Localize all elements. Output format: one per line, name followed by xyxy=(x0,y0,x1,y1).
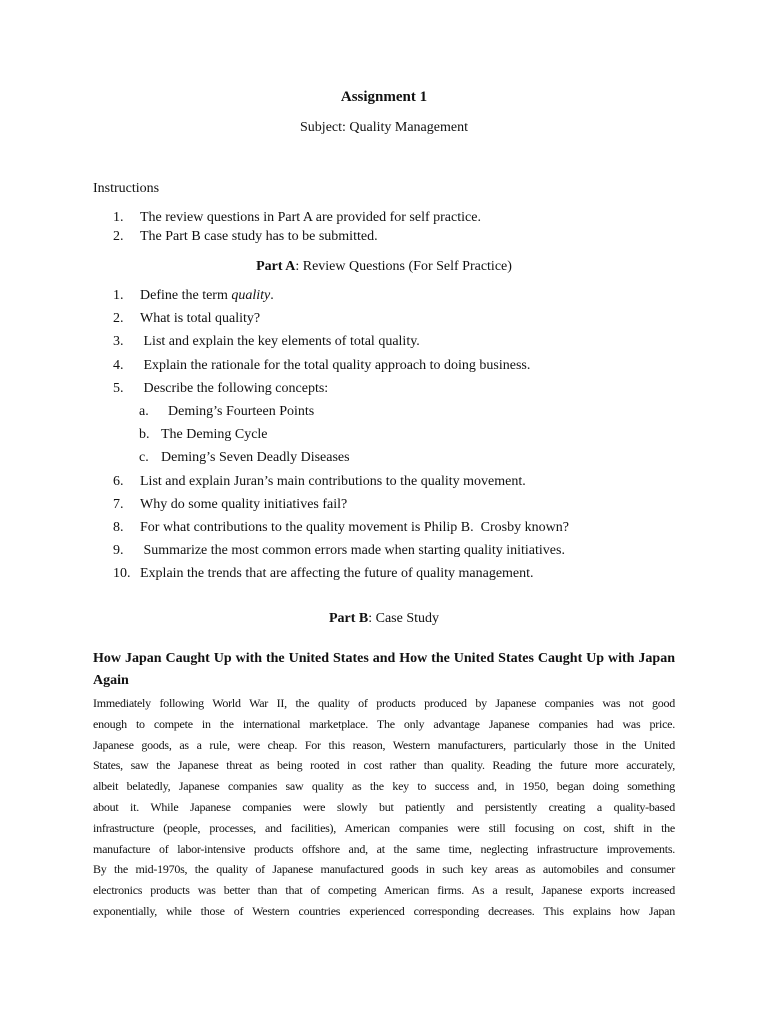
question-item xyxy=(113,564,569,587)
sub-item-text: The Deming Cycle xyxy=(161,427,268,443)
question-number: 2. xyxy=(113,311,124,327)
question-text: List and explain Juran’s main contributions to the quality movement. xyxy=(140,473,526,489)
body-line: By the mid-1970s, the quality of Japanese manufactured goods in such key areas as automobiles and consumer xyxy=(93,862,675,877)
question-text-suffix: . xyxy=(270,288,274,303)
question-text: Explain the trends that are affecting the future of quality management. xyxy=(140,566,534,582)
part-b-heading xyxy=(0,609,768,629)
review-questions-list xyxy=(113,286,569,587)
question-text: For what contributions to the quality movement is Philip B. Crosby known? xyxy=(140,519,569,535)
body-line: about it. While Japanese companies were slowly but patiently and persistently creating a quality-based xyxy=(93,799,675,814)
part-a-heading xyxy=(0,257,768,277)
part-a-subtitle: : Review Questions (For Self Practice) xyxy=(295,259,512,274)
question-text-prefix: Define the term xyxy=(140,288,232,303)
question-item xyxy=(113,495,569,518)
item-text: The review questions in Part A are provided for self practice. xyxy=(140,210,481,225)
item-number: 2. xyxy=(113,229,124,244)
case-study-title: How Japan Caught Up with the United States and How the United States Caught Up with Japan Again xyxy=(93,651,675,688)
question-number: 5. xyxy=(113,380,124,396)
body-line: infrastructure (people, processes, and facilities), American companies were still focusing on cost, shift in the xyxy=(93,820,675,835)
question-item xyxy=(113,541,569,564)
body-line: manufacture of labor-intensive products offshore and, at the same time, neglecting infrastructure improvements. xyxy=(93,841,675,856)
question-number: 4. xyxy=(113,357,124,373)
question-number: 10. xyxy=(113,566,131,582)
part-a-label: Part A xyxy=(256,259,296,274)
body-line: electronics products was better than that of competing American firms. As a result, Japanese exports increased xyxy=(93,883,675,898)
item-text: The Part B case study has to be submitted. xyxy=(140,229,378,244)
question-item xyxy=(113,309,569,332)
subject-line: Subject: Quality Management xyxy=(300,120,468,135)
sub-item xyxy=(113,402,569,425)
question-item xyxy=(113,379,569,402)
question-text: Describe the following concepts: xyxy=(140,380,329,396)
question-item xyxy=(113,356,569,379)
question-item xyxy=(113,332,569,355)
question-text: Summarize the most common errors made when starting quality initiatives. xyxy=(140,543,565,559)
body-line: Japanese goods, as a rule, were cheap. For this reason, Western manufacturers, particularly those in the United xyxy=(93,737,675,752)
question-item xyxy=(113,472,569,495)
question-text: List and explain the key elements of total quality. xyxy=(140,334,420,350)
body-line: Immediately following World War II, the quality of products produced by Japanese companies was not good xyxy=(93,696,675,710)
question-number: 8. xyxy=(113,519,124,535)
question-text: Why do some quality initiatives fail? xyxy=(140,496,348,512)
body-line: albeit belatedly, Japanese companies saw quality as the key to success and, in 1950, began doing something xyxy=(93,779,675,794)
question-item xyxy=(113,518,569,541)
question-number: 9. xyxy=(113,543,124,559)
sub-item-letter: b. xyxy=(139,427,150,443)
sub-item-text: Deming’s Seven Deadly Diseases xyxy=(161,450,350,466)
sub-item-letter: a. xyxy=(139,403,149,419)
sub-item xyxy=(113,448,569,471)
part-b-label: Part B xyxy=(328,611,369,626)
question-number: 6. xyxy=(113,473,124,489)
question-number: 7. xyxy=(113,496,124,512)
sub-item xyxy=(113,425,569,448)
case-study-body xyxy=(93,693,675,922)
sub-item-letter: c. xyxy=(139,450,149,466)
assignment-title: Assignment 1 xyxy=(340,89,428,105)
instructions-heading: Instructions xyxy=(93,181,160,196)
body-line: enough to compete in the international marketplace. The only advantage Japanese companies had was price. xyxy=(93,716,675,731)
list-item xyxy=(113,208,481,227)
item-number: 1. xyxy=(113,210,124,225)
question-text: Explain the rationale for the total quality approach to doing business. xyxy=(140,357,531,373)
body-line: States, saw the Japanese threat as being rooted in cost rather than quality. Reading the future more accurately, xyxy=(93,758,675,773)
question-item: 1. Define the term quality. xyxy=(113,288,274,303)
question-text: What is total quality? xyxy=(140,311,261,327)
list-item xyxy=(113,227,481,246)
sub-item-text: Deming’s Fourteen Points xyxy=(161,403,315,419)
part-b-subtitle: : Case Study xyxy=(368,611,440,626)
question-text-italic: quality xyxy=(231,288,271,303)
instructions-list xyxy=(113,208,481,246)
body-line: exponentially, while those of Western countries experienced corresponding decreases. This explains how Japan xyxy=(93,903,675,918)
question-number: 3. xyxy=(113,334,124,350)
